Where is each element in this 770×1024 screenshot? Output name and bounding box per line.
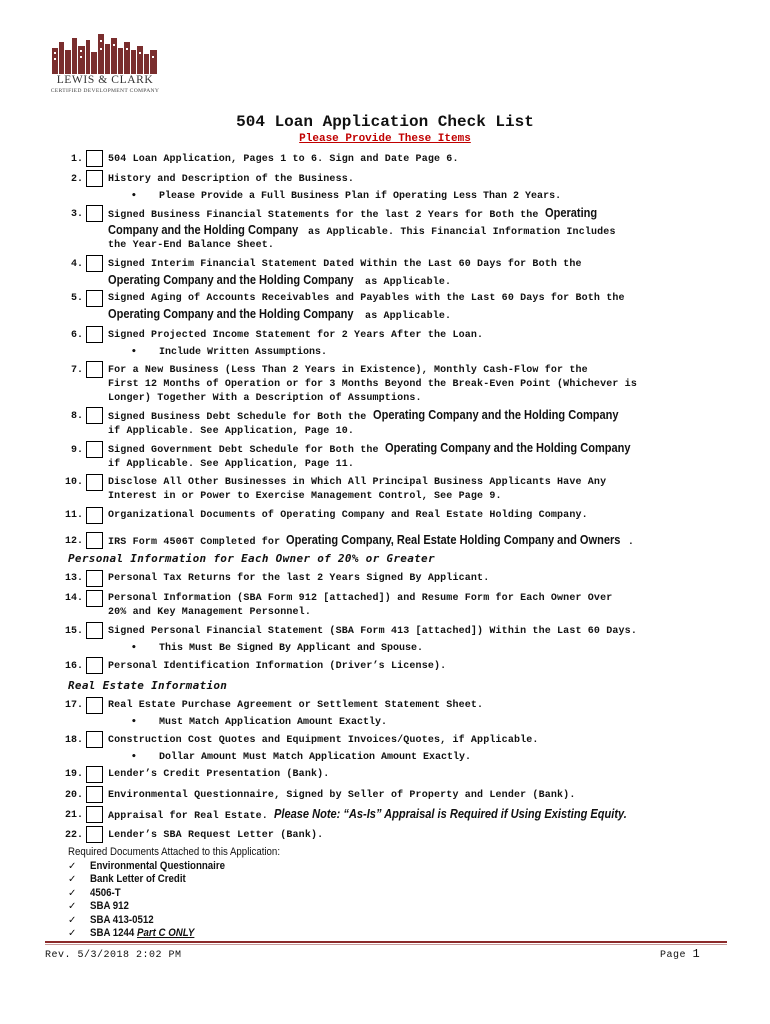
item-number: 8. [70, 411, 83, 422]
item-checkbox[interactable] [86, 786, 103, 803]
item-number: 10. [64, 477, 83, 488]
required-document-text: SBA 413-0512 [90, 913, 154, 926]
checklist-item [108, 533, 708, 550]
item-number: 15. [64, 626, 83, 637]
checkmark-icon: ✓ [68, 887, 77, 899]
item-number: 18. [64, 735, 83, 746]
bullet-text: Please Provide a Full Business Plan if Operating Less Than 2 Years. [159, 191, 562, 202]
item-number: 7. [70, 365, 83, 376]
item-text: Signed Aging of Accounts Receivables and Payables with the Last 60 Days for Both the [108, 293, 625, 304]
item-text: as Applicable. This Financial Information Includes [301, 227, 616, 238]
item-text: Disclose All Other Businesses in Which All Principal Business Applicants Have Any [108, 477, 607, 488]
required-document-item [68, 900, 243, 913]
required-documents-title: Required Documents Attached to this Application: [68, 846, 281, 858]
item-checkbox[interactable] [86, 731, 103, 748]
bullet-text: Dollar Amount Must Match Application Amount Exactly. [159, 752, 472, 763]
item-number: 2. [70, 174, 83, 185]
bullet-text: Include Written Assumptions. [159, 347, 328, 358]
company-logo [50, 30, 160, 98]
item-text: as Applicable. [358, 311, 452, 322]
bullet-text: This Must Be Signed By Applicant and Spouse. [159, 643, 424, 654]
item-text: History and Description of the Business. [108, 174, 355, 185]
bullet-icon: • [131, 717, 137, 727]
item-checkbox[interactable] [86, 806, 103, 823]
item-text: First 12 Months of Operation or for 3 Months Beyond the Break-Even Point (Whichever is [108, 379, 637, 390]
item-checkbox[interactable] [86, 361, 103, 378]
item-checkbox[interactable] [86, 205, 103, 222]
item-emphasis: Company and the Holding Company [108, 222, 299, 237]
item-number: 4. [70, 259, 83, 270]
checklist-item [108, 768, 708, 782]
item-number: 22. [64, 830, 83, 841]
required-documents-list [68, 860, 243, 940]
page-number-value: 1 [692, 947, 701, 961]
required-document-item [68, 873, 243, 886]
required-document-text: 4506-T [90, 886, 121, 899]
item-emphasis: Operating [544, 205, 597, 220]
item-checkbox[interactable] [86, 407, 103, 424]
skyline-logo-icon [50, 30, 160, 76]
item-number: 17. [64, 700, 83, 711]
item-checkbox[interactable] [86, 474, 103, 491]
item-text: Signed Personal Financial Statement (SBA Form 413 [attached]) Within the Last 60 Days. [108, 626, 637, 637]
item-text: if Applicable. See Application, Page 11. [108, 459, 355, 470]
section-heading-real-estate: Real Estate Information [68, 679, 228, 692]
item-text: Signed Projected Income Statement for 2 Years After the Loan. [108, 330, 484, 341]
checklist-item [108, 408, 708, 439]
item-text: 20% and Key Management Personnel. [108, 607, 311, 618]
item-checkbox[interactable] [86, 441, 103, 458]
item-checkbox[interactable] [86, 697, 103, 714]
item-number: 9. [70, 445, 83, 456]
checkmark-icon: ✓ [68, 861, 77, 872]
checklist-item [108, 572, 708, 586]
item-emphasis: Operating Company and the Holding Company [384, 440, 631, 455]
item-emphasis: Operating Company and the Holding Company [108, 306, 354, 321]
item-number: 1. [70, 154, 83, 165]
item-text: if Applicable. See Application, Page 10. [108, 426, 355, 437]
bullet-text: Must Match Application Amount Exactly. [159, 717, 388, 728]
checklist-item [108, 173, 708, 187]
item-number: 19. [64, 769, 83, 780]
checklist-item [108, 258, 708, 290]
item-checkbox[interactable] [86, 657, 103, 674]
item-checkbox[interactable] [86, 532, 103, 549]
item-text: Personal Identification Information (Driver’s License). [108, 661, 447, 672]
item-checkbox[interactable] [86, 150, 103, 167]
item-text: . [627, 537, 634, 548]
item-emphasis: Operating Company and the Holding Company [108, 272, 354, 287]
bullet-icon: • [131, 752, 137, 762]
item-text: Construction Cost Quotes and Equipment Invoices/Quotes, if Applicable. [108, 735, 539, 746]
item-checkbox[interactable] [86, 507, 103, 524]
page-label: Page [660, 950, 693, 961]
item-number: 20. [64, 790, 83, 801]
item-checkbox[interactable] [86, 170, 103, 187]
checklist-item [108, 509, 708, 523]
required-document-item [68, 927, 243, 940]
item-text: IRS Form 4506T Completed for [108, 537, 287, 548]
bullet-icon: • [131, 643, 137, 653]
item-checkbox[interactable] [86, 826, 103, 843]
checklist-item [108, 699, 708, 713]
checklist-item [108, 153, 708, 167]
required-document-item [68, 860, 243, 873]
checklist-item [108, 441, 708, 472]
item-text: Lender’s SBA Request Letter (Bank). [108, 830, 324, 841]
item-text: 504 Loan Application, Pages 1 to 6. Sign and Date Page 6. [108, 154, 459, 165]
checkmark-icon: ✓ [68, 874, 77, 886]
item-text: the Year-End Balance Sheet. [108, 240, 275, 251]
required-document-text: Environmental Questionnaire [90, 860, 226, 872]
bullet-icon: • [131, 347, 137, 357]
revision-date: Rev. 5/3/2018 2:02 PM [45, 950, 182, 961]
item-checkbox[interactable] [86, 255, 103, 272]
item-text: Longer) Together With a Description of Assumptions. [108, 393, 422, 404]
checkmark-icon: ✓ [68, 914, 77, 926]
page-number [660, 947, 700, 961]
item-text: Environmental Questionnaire, Signed by Seller of Property and Lender (Bank). [108, 790, 576, 801]
required-document-text: SBA 912 [90, 900, 129, 913]
checklist-item [108, 829, 708, 843]
logo-name: LEWIS & CLARK [56, 74, 154, 86]
checkmark-icon: ✓ [68, 928, 77, 940]
item-emphasis: Operating Company, Real Estate Holding Company and Owners [286, 532, 621, 547]
checklist-item [108, 206, 708, 253]
item-number: 5. [70, 293, 83, 304]
item-checkbox[interactable] [86, 570, 103, 587]
page-subtitle: Please Provide These Items [299, 133, 471, 145]
item-bullet [131, 750, 471, 765]
item-bullet [131, 641, 423, 656]
required-document-text: Bank Letter of Credit [90, 873, 186, 886]
item-bullet [131, 715, 387, 730]
checklist-item [108, 476, 708, 504]
item-checkbox[interactable] [86, 590, 103, 607]
item-text: Real Estate Purchase Agreement or Settlement Statement Sheet. [108, 700, 484, 711]
item-number: 3. [70, 209, 83, 220]
item-text: Lender’s Credit Presentation (Bank). [108, 769, 330, 780]
required-document-note: Part C ONLY [136, 927, 195, 940]
checkmark-icon: ✓ [68, 901, 77, 913]
footer-divider [45, 944, 727, 945]
checklist-item [108, 734, 708, 748]
required-document-text: SBA 1244 [90, 927, 137, 940]
item-text: Organizational Documents of Operating Company and Real Estate Holding Company. [108, 510, 588, 521]
item-number: 13. [64, 573, 83, 584]
item-checkbox[interactable] [86, 766, 103, 783]
item-bullet [131, 189, 561, 204]
item-text: Signed Business Financial Statements for the last 2 Years for Both the [108, 210, 545, 221]
item-emphasis: Operating Company and the Holding Company [372, 407, 619, 422]
item-number: 14. [64, 593, 83, 604]
item-text: Appraisal for Real Estate. [108, 811, 275, 822]
item-number: 12. [64, 536, 83, 547]
section-heading-personal: Personal Information for Each Owner of 20% or Greater [68, 552, 435, 565]
item-checkbox[interactable] [86, 290, 103, 307]
item-text: Signed Government Debt Schedule for Both the [108, 445, 385, 456]
checklist-item [108, 364, 708, 406]
checklist-item [108, 292, 708, 324]
item-text: Signed Business Debt Schedule for Both the [108, 412, 373, 423]
checklist-item [108, 807, 708, 824]
required-document-item [68, 914, 243, 927]
footer-divider [45, 941, 727, 943]
item-text: Personal Tax Returns for the last 2 Years Signed By Applicant. [108, 573, 490, 584]
checklist-item [108, 789, 708, 803]
item-emphasis: Please Note: “As-Is” Appraisal is Required if Using Existing Equity. [274, 806, 627, 821]
item-checkbox[interactable] [86, 326, 103, 343]
logo-tagline: CERTIFIED DEVELOPMENT COMPANY [50, 88, 160, 94]
item-text: Interest in or Power to Exercise Management Control, See Page 9. [108, 491, 502, 502]
item-number: 11. [64, 510, 83, 521]
item-text: Personal Information (SBA Form 912 [attached]) and Resume Form for Each Owner Over [108, 593, 613, 604]
item-checkbox[interactable] [86, 622, 103, 639]
bullet-icon: • [131, 191, 137, 201]
required-document-item [68, 887, 243, 900]
checklist-item [108, 329, 708, 343]
item-number: 6. [70, 330, 83, 341]
item-number: 21. [64, 810, 83, 821]
checklist-item [108, 625, 708, 639]
item-bullet [131, 345, 327, 360]
page-title: 504 Loan Application Check List [236, 113, 534, 131]
item-text: Signed Interim Financial Statement Dated Within the Last 60 Days for Both the [108, 259, 582, 270]
item-text: as Applicable. [358, 277, 452, 288]
item-number: 16. [64, 661, 83, 672]
checklist-item [108, 592, 708, 620]
checklist-item [108, 660, 708, 674]
item-text: For a New Business (Less Than 2 Years in Existence), Monthly Cash-Flow for the [108, 365, 588, 376]
